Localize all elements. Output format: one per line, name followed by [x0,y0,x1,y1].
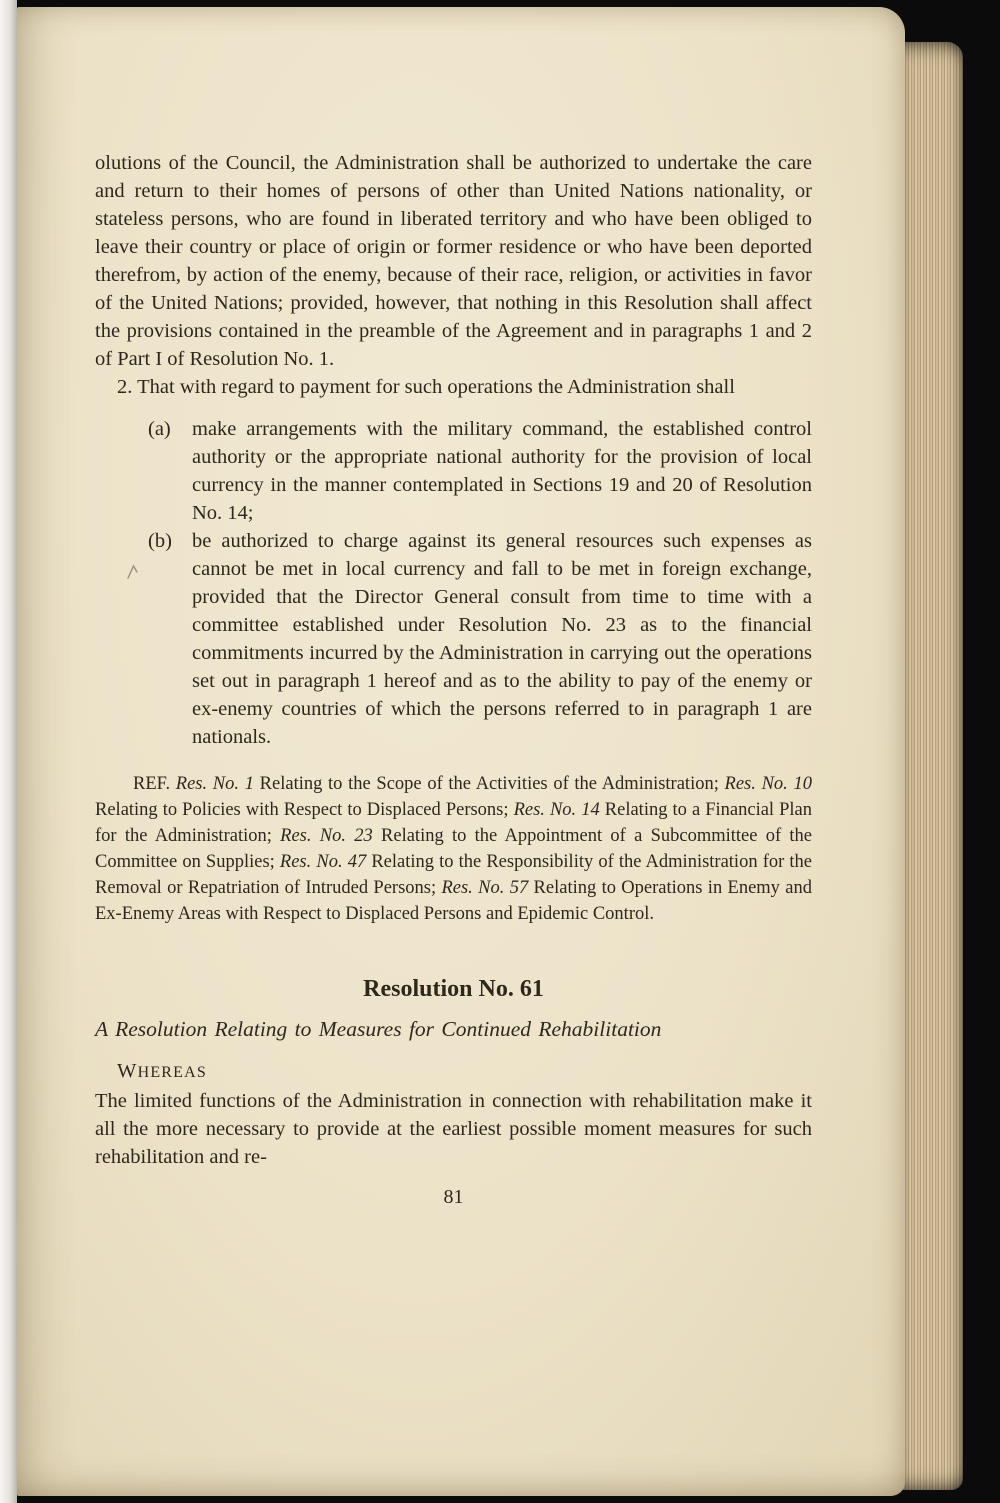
references-paragraph [95,771,812,927]
book-page [17,7,905,1496]
ref-citation: Res. No. 1 [175,774,254,794]
resolution-subtitle: A Resolution Relating to Measures for Continued Rehabilitation [95,1017,662,1041]
ref-text: Relating to a Financial Plan for the Administration; [95,800,812,846]
adjacent-page-edge [0,0,17,1503]
ref-text: Relating to the Appointment of a Subcommittee of the Committee on Supplies; [95,826,812,872]
whereas-label: WHEREAS [117,1060,207,1082]
resolution-opening-paragraph: The limited functions of the Administration in connection with rehabilitation make it all the more necessary to provide at the earliest possible moment measures for such rehabilitation and re- [95,1090,812,1168]
ref-text: Relating to the Scope of the Activities of the Administration; [253,774,725,794]
subitem-a [148,415,812,527]
subitem-b-label: (b) [148,530,172,552]
ref-citation: Res. No. 10 [724,774,812,794]
page-number: 81 [443,1186,464,1208]
ref-citation: Res. No. 23 [280,826,373,846]
ref-label: REF. [133,774,171,794]
ref-citation: Res. No. 47 [279,852,367,872]
page-content [95,149,812,1211]
continuation-paragraph: olutions of the Council, the Administration shall be authorized to undertake the care and return to their homes of persons of other than United Nations nationality, or stateless persons, who are found in liberated territory and who have been obliged to leave their country or place of origin or former residence or who have been deported therefrom, by action of the enemy, because of their race, religion, or activities in favor of the United Nations; provided, however, that nothing in this Resolution shall affect the provisions contained in the preamble of the Agreement and in paragraphs 1 and 2 of Part I of Resolution No. 1. [95,152,812,370]
item-2-paragraph: 2. That with regard to payment for such operations the Administration shall [117,376,735,398]
ref-citation: Res. No. 57 [441,878,529,898]
subitem-a-label: (a) [148,418,171,440]
ref-text: Relating to Policies with Respect to Displaced Persons; [95,800,514,820]
ref-text: Relating to the Responsibility of the Administration for the Removal or Repatriation of Intruded Persons; [95,852,812,898]
subitem-list [148,415,812,751]
page-edge-stack [903,42,963,1490]
subitem-b [148,527,812,751]
subitem-a-text: make arrangements with the military command, the established control authority or the appropriate national authority for the provision of local currency in the manner contemplated in Sections 19 and 20 of Resolution No. 14; [192,418,812,524]
resolution-heading: Resolution No. 61 [363,976,544,1002]
subitem-b-text: be authorized to charge against its general resources such expenses as cannot be met in local currency and fall to be met in foreign exchange, provided that the Director General consult from time to time with a committee established under Resolution No. 23 as to the financial commitments incurred by the Administration in carrying out the operations set out in paragraph 1 hereof and as to the ability to pay of the enemy or ex-enemy countries of which the persons referred to in paragraph 1 are nationals. [192,530,812,748]
ref-text: Relating to Operations in Enemy and Ex-Enemy Areas with Respect to Displaced Persons and Epidemic Control. [95,878,812,924]
ref-citation: Res. No. 14 [513,800,600,820]
